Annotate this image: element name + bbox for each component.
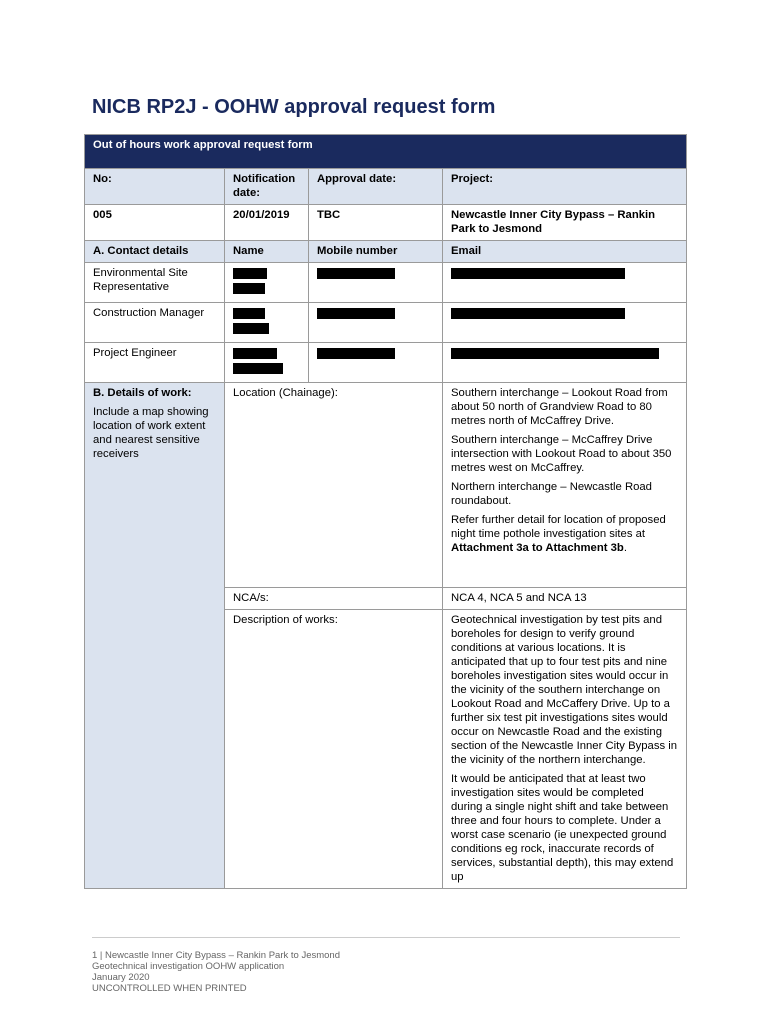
project-value: Newcastle Inner City Bypass – Rankin Park to Jesmond [443,205,687,241]
mobile-cell [309,263,443,303]
details-section-label: B. Details of work: [93,387,192,399]
page-title: NICB RP2J - OOHW approval request form [92,96,496,118]
description-value [443,610,687,889]
redaction-bar [233,308,265,319]
redaction-bar [233,323,269,334]
notification-date-value: 20/01/2019 [225,205,309,241]
redaction-bar [451,268,625,279]
redaction-bar [317,308,395,319]
location-ref-end: . [623,542,627,554]
form-header: Out of hours work approval request form [85,135,687,169]
details-section-note: Include a map showing location of work extent and nearest sensitive receivers [93,406,209,460]
redaction-bar [317,268,395,279]
contact-role: Construction Manager [85,303,225,343]
redaction-bar [233,348,277,359]
contact-row [85,343,687,383]
mobile-cell [309,303,443,343]
nca-value: NCA 4, NCA 5 and NCA 13 [443,588,687,610]
contact-role: Environmental Site Representative [85,263,225,303]
description-paragraph: It would be anticipated that at least two investigation sites would be completed during a single night shift and take between three and four hours to complete. Under a worst case scenario (ie unexpected ground conditions eg rock, inaccurate records of services, substantial depth), this may extend up [451,773,674,883]
approval-date-value: TBC [309,205,443,241]
values-row [85,205,687,241]
name-cell [225,343,309,383]
footer-line: UNCONTROLLED WHEN PRINTED [92,983,247,994]
no-label: No: [85,169,225,205]
location-paragraph: Southern interchange – McCaffrey Drive intersection with Lookout Road to about 350 metres west on McCaffrey. [451,434,672,474]
contact-row [85,263,687,303]
approval-date-label: Approval date: [309,169,443,205]
footer-divider [92,937,680,938]
description-label: Description of works: [225,610,443,889]
attachment-reference: Attachment 3a to Attachment 3b [451,542,624,554]
name-cell [225,263,309,303]
email-cell [443,343,687,383]
page-footer [92,950,340,994]
notification-date-label: Notification date: [225,169,309,205]
location-label: Location (Chainage): [225,383,443,588]
redaction-bar [451,308,625,319]
nca-label: NCA/s: [225,588,443,610]
name-label: Name [225,241,309,263]
mobile-cell [309,343,443,383]
email-cell [443,303,687,343]
location-value [443,383,687,588]
redaction-bar [233,283,265,294]
redaction-bar [451,348,659,359]
redaction-bar [317,348,395,359]
redaction-bar [233,363,283,374]
contact-role: Project Engineer [85,343,225,383]
location-reference [451,513,678,555]
contact-section-label: A. Contact details [85,241,225,263]
contact-header-row [85,241,687,263]
location-paragraph: Northern interchange – Newcastle Road roundabout. [451,481,652,507]
approval-form-table [84,134,687,889]
labels-row [85,169,687,205]
location-paragraph: Southern interchange – Lookout Road from about 50 north of Grandview Road to 80 metres north of McCaffrey Drive. [451,387,668,427]
location-row [85,383,687,588]
location-ref-text: Refer further detail for location of proposed night time pothole investigation sites at [451,514,666,540]
details-section-cell [85,383,225,889]
project-label: Project: [443,169,687,205]
contact-row [85,303,687,343]
email-cell [443,263,687,303]
footer-line: January 2020 [92,972,150,983]
email-label: Email [443,241,687,263]
form-header-row [85,135,687,169]
name-cell [225,303,309,343]
mobile-label: Mobile number [309,241,443,263]
description-paragraph: Geotechnical investigation by test pits and boreholes for design to verify ground conditions at various locations. It is anticipated that up to four test pits and nine boreholes investigation sites would occur in the vicinity of the southern interchange on Lookout Road and McCaffery Drive. Up to a further six test pit investigations sites would occur on Newcastle Road and the existing section of the Newcastle Inner City Bypass in the vicinity of the northern interchange. [451,614,678,766]
redaction-bar [233,268,267,279]
no-value: 005 [85,205,225,241]
footer-line: Geotechnical investigation OOHW application [92,961,285,972]
footer-line: 1 | Newcastle Inner City Bypass – Rankin Park to Jesmond [92,950,340,961]
